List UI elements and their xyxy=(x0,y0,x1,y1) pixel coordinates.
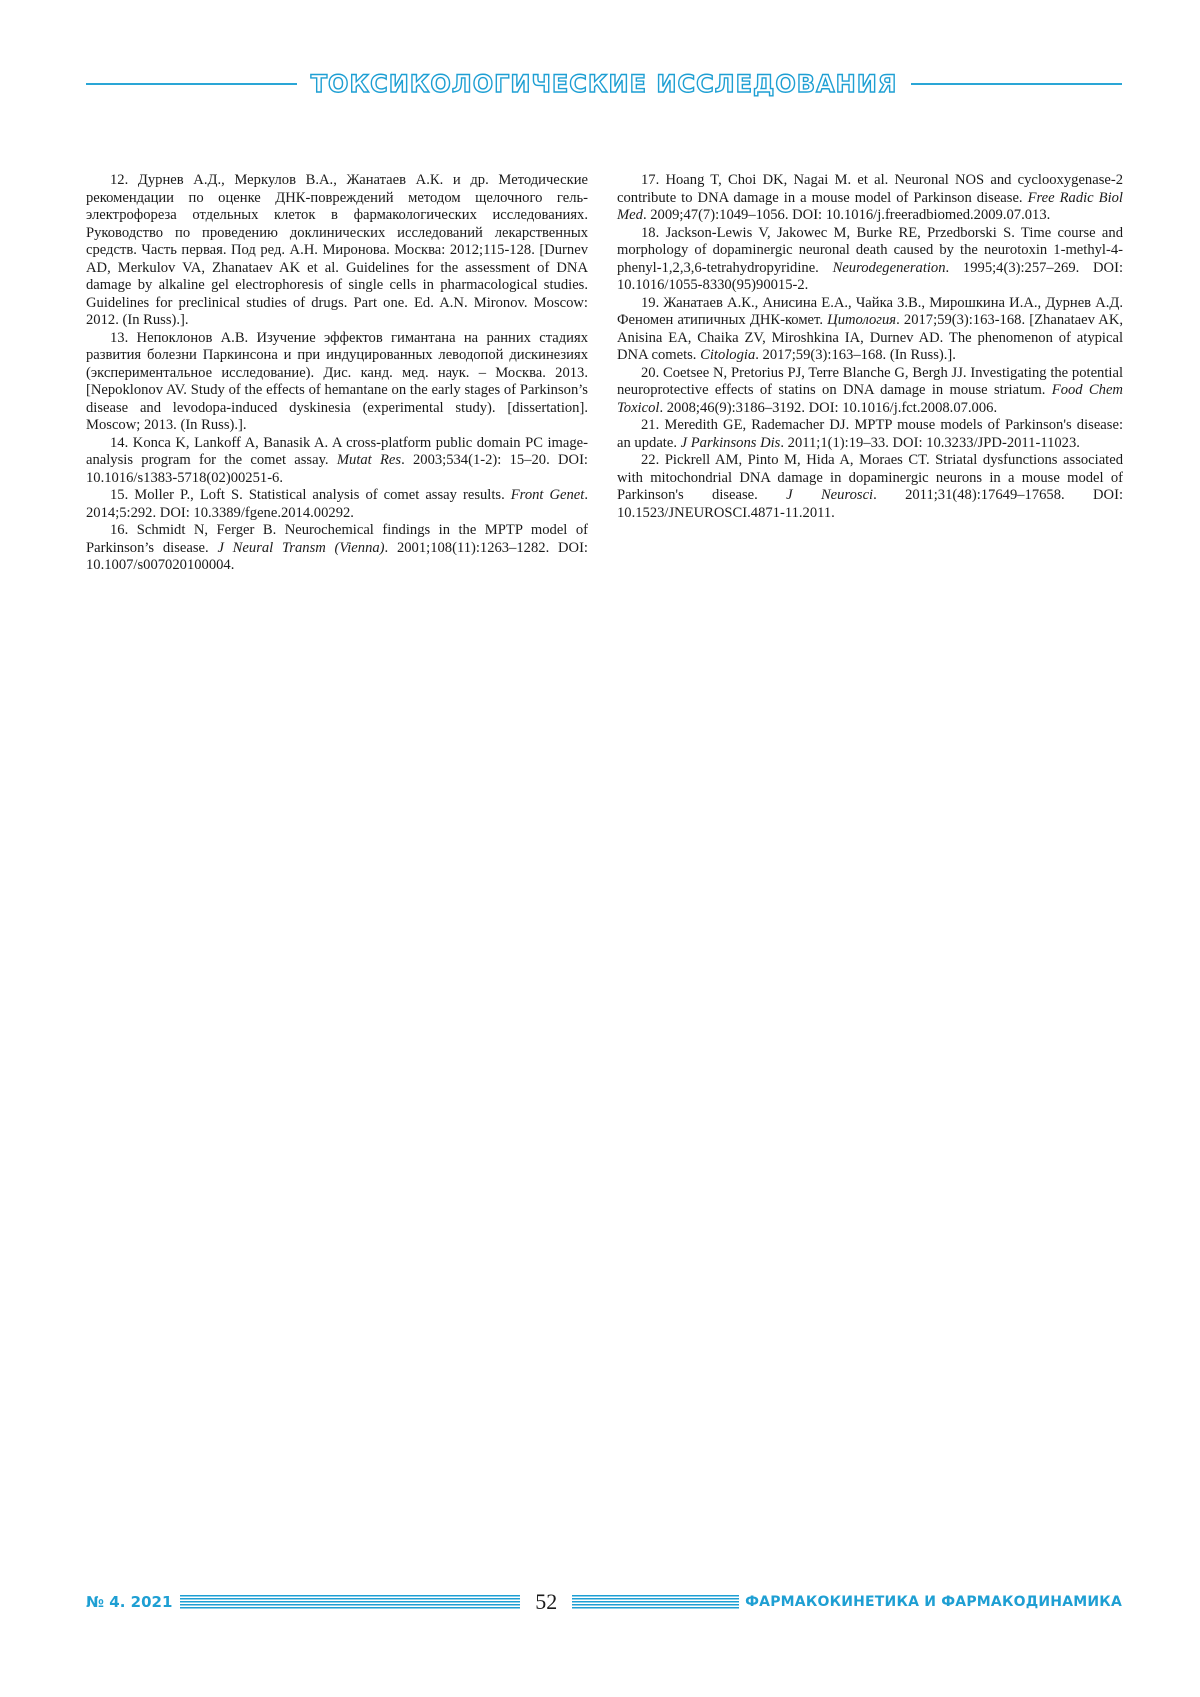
reference-text: . 2008;46(9):3186–3192. DOI: 10.1016/j.fct.2008.07.006. xyxy=(659,399,998,416)
reference-number: 21. xyxy=(641,417,665,433)
page-header xyxy=(86,62,1122,106)
reference-text: . 2003;534(1-2): 15–20. DOI: 10.1016/s1383-5718(02)00251-6. xyxy=(86,452,588,486)
header-rule-left xyxy=(86,83,297,85)
reference-number: 14. xyxy=(110,434,133,451)
reference-item xyxy=(86,435,588,488)
reference-text: Coetsee N, Pretorius PJ, Terre Blanche G, Bergh JJ. Investigating the potential neuroprotective effects of statins on DNA damage in mouse striatum. xyxy=(617,364,1123,398)
reference-item xyxy=(617,452,1123,522)
reference-text: . 2017;59(3):163-168. [Zhanataev AK, Anisina EA, Chaika ZV, Miroshkina IA, Durnev AD. The phenomenon of atypical DNA comets. xyxy=(617,312,1124,363)
reference-item xyxy=(617,417,1123,452)
reference-number: 16. xyxy=(110,522,137,538)
reference-text: . 1995;4(3):257–269. DOI: 10.1016/1055-8330(95)90015-2. xyxy=(617,259,1123,293)
reference-number: 12. xyxy=(110,172,138,188)
reference-text: Жанатаев А.К., Анисина Е.А., Чайка З.В., Мирошкина И.А., Дурнев А.Д. Феномен атипичных ДНК-комет. xyxy=(617,294,1123,328)
reference-text: Moller P., Loft S. Statistical analysis of comet assay results. xyxy=(134,487,511,503)
references-right-column xyxy=(617,172,1123,522)
journal-title: ФАРМАКОКИНЕТИКА И ФАРМАКОДИНАМИКА xyxy=(745,1594,1122,1610)
journal-name: Free Radic Biol Med xyxy=(617,189,1123,223)
journal-name: Citologia xyxy=(700,347,756,363)
reference-number: 13. xyxy=(110,329,137,346)
reference-item xyxy=(617,172,1123,225)
journal-name: J Neurosci xyxy=(786,487,874,503)
reference-item xyxy=(86,487,588,522)
footer-stripes-left xyxy=(180,1595,520,1609)
reference-text: . 2011;1(1):19–33. DOI: 10.3233/JPD-2011-11023. xyxy=(780,434,1080,451)
section-title: ТОКСИКОЛОГИЧЕСКИЕ ИССЛЕДОВАНИЯ xyxy=(310,70,898,98)
reference-number: 22. xyxy=(641,452,665,468)
reference-text: Schmidt N, Ferger B. Neurochemical findings in the MPTP model of Parkinson’s disease. xyxy=(86,522,588,556)
journal-name: Mutat Res xyxy=(336,452,402,468)
journal-name: Neurodegeneration xyxy=(832,259,946,276)
reference-text: Дурнев А.Д., Меркулов В.А., Жанатаев А.К. и др. Методические рекомендации по оценке ДНК-повреждений методом щелочного гель-электрофореза отдельных клеток в фармакологических исследованиях. Руководство по проведению доклинических исследований лекарственных средств. Часть первая. Под ред. А.Н. Миронова. Москва: 2012;115-128. [Durnev AD, Merkulov VA, Zhanataev AK et al. Guidelines for the assessment of DNA damage by alkaline gel electrophoresis of single cells in pharmacological studies. Guidelines for preclinical studies of drugs. Part one. Ed. A.N. Mironov. Moscow: 2012. (In Russ).]. xyxy=(86,172,589,328)
reference-text: Meredith GE, Rademacher DJ. MPTP mouse models of Parkinson's disease: an update. xyxy=(617,417,1123,451)
journal-name: J Neural Transm (Vienna) xyxy=(217,539,385,556)
journal-name: Front Genet xyxy=(510,487,585,503)
reference-text: . 2017;59(3):163–168. (In Russ).]. xyxy=(755,347,956,363)
page-number: 52 xyxy=(535,1589,558,1614)
reference-number: 18. xyxy=(641,224,666,241)
footer-stripes-right xyxy=(572,1595,739,1609)
reference-item xyxy=(86,172,588,330)
references-left-column xyxy=(86,172,588,575)
journal-name: Цитология xyxy=(827,312,897,328)
reference-item xyxy=(86,522,588,575)
reference-text: Konca K, Lankoff A, Banasik A. A cross-platform public domain PC image-analysis program for the comet assay. xyxy=(86,434,588,468)
reference-text: Непоклонов А.В. Изучение эффектов гимантана на ранних стадиях развития болезни Паркинсона и при индуцированных леводопой дискинезиях (экспериментальное исследование). Дис. канд. мед. наук. – Москва. 2013. [Nepoklonov AV. Study of the effects of hemantane on the early stages of Parkinson’s disease and levodopa-induced dyskinesia (experimental study). [dissertation]. Moscow; 2013. (In Russ).]. xyxy=(86,329,589,433)
reference-number: 20. xyxy=(641,364,664,381)
reference-text: Pickrell AM, Pinto M, Hida A, Moraes CT. Striatal dysfunctions associated with mitochondrial DNA damage in dopaminergic neurons in a mouse model of Parkinson's disease. xyxy=(617,452,1124,503)
reference-text: Jackson-Lewis V, Jakowec M, Burke RE, Przedborski S. Time course and morphology of dopaminergic neuronal death caused by the neurotoxin 1-methyl-4-phenyl-1,2,3,6-tetrahydropyridine. xyxy=(617,224,1123,276)
reference-number: 17. xyxy=(641,172,666,188)
journal-name: Food Chem Toxicol xyxy=(617,382,1123,416)
reference-number: 15. xyxy=(110,487,135,503)
header-rule-right xyxy=(911,83,1122,85)
journal-name: J Parkinsons Dis xyxy=(680,434,781,451)
reference-item xyxy=(617,295,1123,365)
issue-number: № 4. 2021 xyxy=(86,1593,173,1611)
reference-text: . 2001;108(11):1263–1282. DOI: 10.1007/s007020100004. xyxy=(86,539,588,573)
reference-text: Hoang T, Choi DK, Nagai M. et al. Neuronal NOS and cyclooxygenase-2 contribute to DNA damage in a mouse model of Parkinson disease. xyxy=(617,172,1124,206)
reference-text: . 2014;5:292. DOI: 10.3389/fgene.2014.00292. xyxy=(86,487,589,521)
reference-number: 19. xyxy=(641,294,664,311)
reference-text: . 2011;31(48):17649–17658. DOI: 10.1523/JNEUROSCI.4871-11.2011. xyxy=(617,487,1123,521)
page-footer xyxy=(86,1587,1122,1617)
reference-item xyxy=(617,365,1123,418)
reference-item xyxy=(86,330,588,435)
reference-item xyxy=(617,225,1123,295)
reference-text: . 2009;47(7):1049–1056. DOI: 10.1016/j.freeradbiomed.2009.07.013. xyxy=(642,207,1051,223)
